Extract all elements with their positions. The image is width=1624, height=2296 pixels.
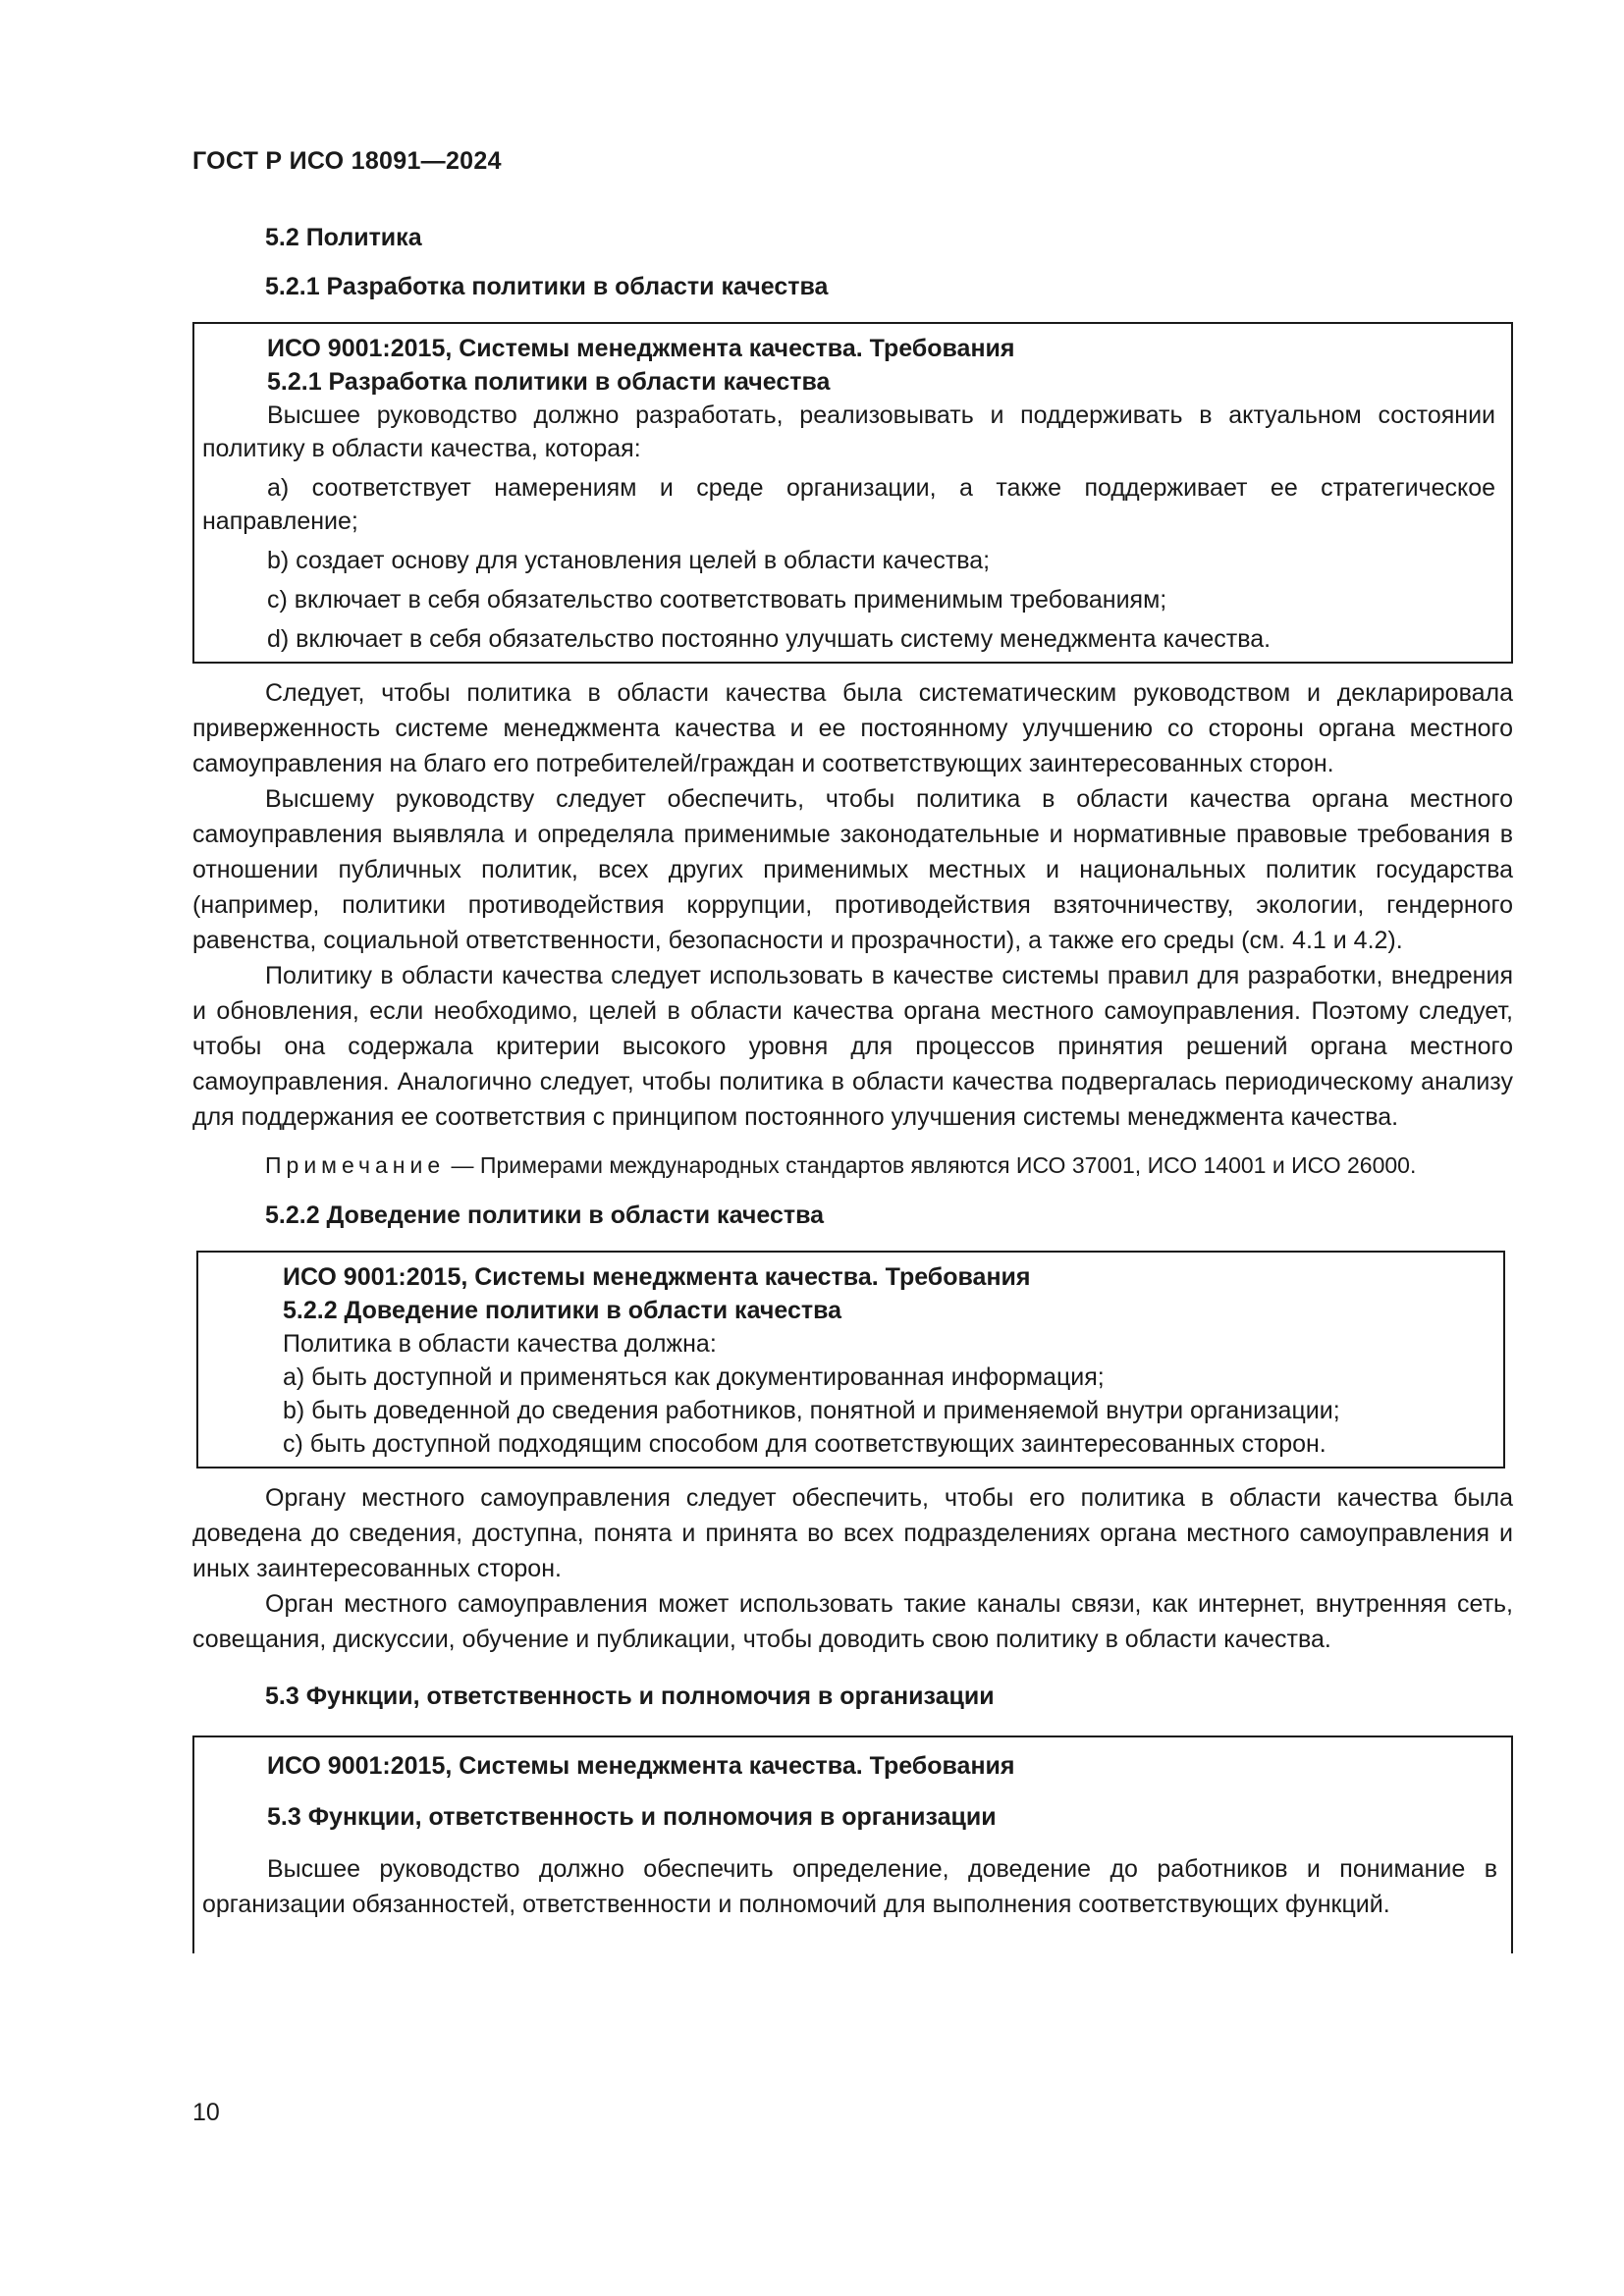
paragraph: Органу местного самоуправления следует обеспечить, чтобы его политика в области качества была доведена до сведения, доступна, понята и принята во всех подразделениях органа местного самоуправления и иных заинтересованных сторон. [192,1484,1513,1582]
box-title: 5.3 Функции, ответственность и полномочия в организации [267,1803,997,1831]
note [192,1148,1513,1182]
box-intro: Высшее руководство должно разработать, реализовывать и поддерживать в актуальном состоянии политику в области качества, которая: [202,401,1495,462]
box-source: ИСО 9001:2015, Системы менеджмента качества. Требования [267,335,1015,362]
box-source: ИСО 9001:2015, Системы менеджмента качества. Требования [267,1752,1015,1780]
paragraph: Следует, чтобы политика в области качества была систематическим руководством и декларировала приверженность системе менеджмента качества и ее постоянному улучшению со стороны органа местного самоуправления на благо его потребителей/граждан и соответствующих заинтересованных сторон. [192,679,1513,777]
note-label: Примечание [265,1152,446,1178]
quote-box-5-2-1 [192,322,1513,664]
box-list-item: b) создает основу для установления целей в области качества; [267,547,991,574]
note-text: — Примерами международных стандартов являются ИСО 37001, ИСО 14001 и ИСО 26000. [445,1152,1417,1178]
box-intro: Политика в области качества должна: [283,1330,717,1358]
box-list-item: c) быть доступной подходящим способом для соответствующих заинтересованных сторон. [283,1430,1326,1458]
quote-box-5-3 [192,1735,1513,1953]
box-list-item: a) быть доступной и применяться как документированная информация; [283,1363,1105,1391]
box-text: Высшее руководство должно обеспечить определение, доведение до работников и понимание в организации обязанностей, ответственности и полномочий для выполнения соответствующих функций. [202,1855,1497,1918]
box-list-item: a) соответствует намерениям и среде организации, а также поддерживает ее стратегическое направление; [202,474,1495,535]
document-header: ГОСТ Р ИСО 18091—2024 [192,147,502,175]
box-list-item: d) включает в себя обязательство постоянно улучшать систему менеджмента качества. [267,625,1272,653]
page-content [192,220,1513,1953]
section-5-3-heading: 5.3 Функции, ответственность и полномочия в организации [265,1682,995,1710]
paragraph: Орган местного самоуправления может использовать такие каналы связи, как интернет, внутренняя сеть, совещания, дискуссии, обучение и публикации, чтобы доводить свою политику в области качества. [192,1590,1513,1653]
section-5-2-1-heading: 5.2.1 Разработка политики в области качества [265,273,829,300]
section-5-2-heading: 5.2 Политика [265,224,422,251]
page-number: 10 [192,2099,220,2126]
paragraph: Политику в области качества следует использовать в качестве системы правил для разработки, внедрения и обновления, если необходимо, целей в области качества органа местного самоуправления. Поэтому следует, чтобы она содержала критерии высокого уровня для процессов принятия решений органа местного самоуправления. Аналогично следует, чтобы политика в области качества подвергалась периодическому анализу для поддержания ее соответствия с принципом постоянного улучшения системы менеджмента качества. [192,962,1513,1131]
box-title: 5.2.2 Доведение политики в области качества [283,1297,842,1324]
box-title: 5.2.1 Разработка политики в области качества [267,368,831,396]
quote-box-5-2-2 [196,1251,1505,1468]
box-list-item: c) включает в себя обязательство соответствовать применимым требованиям; [267,586,1167,614]
section-5-2-2-heading: 5.2.2 Доведение политики в области качества [265,1201,825,1229]
box-source: ИСО 9001:2015, Системы менеджмента качества. Требования [283,1263,1031,1291]
paragraph: Высшему руководству следует обеспечить, чтобы политика в области качества органа местного самоуправления выявляла и определяла применимые законодательные и нормативные правовые требования в отношении публичных политик, всех других применимых местных и национальных политик государства (например, политики противодействия коррупции, противодействия взяточничеству, экологии, гендерного равенства, социальной ответственности, безопасности и прозрачности), а также его среды (см. 4.1 и 4.2). [192,785,1513,954]
box-list-item: b) быть доведенной до сведения работников, понятной и применяемой внутри организации; [283,1397,1340,1424]
